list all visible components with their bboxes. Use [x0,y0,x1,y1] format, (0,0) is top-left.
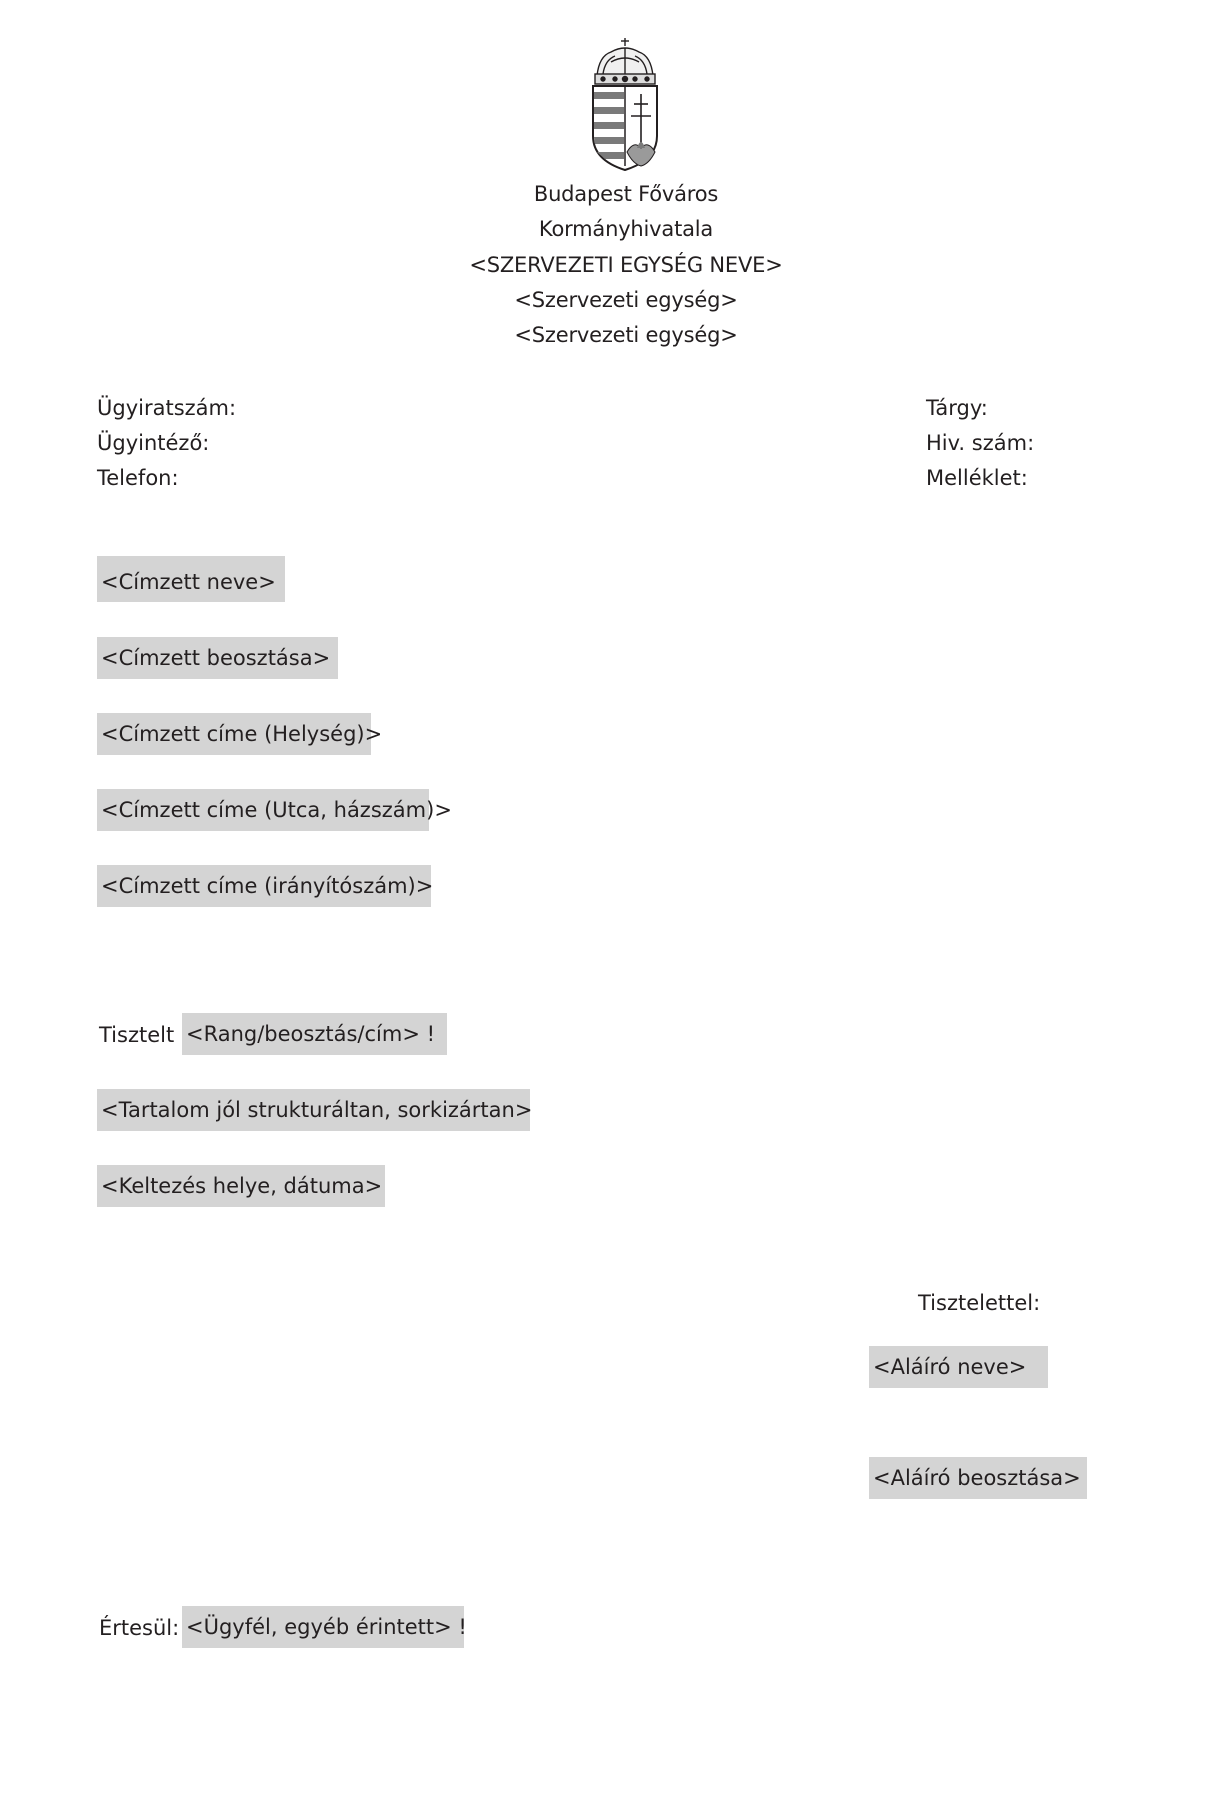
recipient-zip-field[interactable]: <Címzett címe (irányítószám)> [97,865,431,907]
authority-name-line2: Kormányhivatala [538,217,714,241]
signer-name-field[interactable]: <Aláíró neve> [869,1346,1048,1388]
content-field[interactable]: <Tartalom jól strukturáltan, sorkizártan> [97,1089,530,1131]
date-place-field[interactable]: <Keltezés helye, dátuma> [97,1165,385,1207]
case-number-label: Ügyiratszám: [97,396,237,420]
subject-label: Tárgy: [926,396,988,420]
recipient-name-field[interactable]: <Címzett neve> [97,556,285,602]
recipient-street-field[interactable]: <Címzett címe (Utca, házszám)> [97,789,429,831]
organizational-subunit-2: <Szervezeti egység> [514,323,738,347]
closing-regards: Tisztelettel: [918,1291,1041,1315]
hungarian-coat-of-arms-icon [589,36,661,172]
recipient-position-field[interactable]: <Címzett beosztása> [97,637,338,679]
organizational-subunit-1: <Szervezeti egység> [514,288,738,312]
administrator-label: Ügyintéző: [97,431,210,455]
signer-position-field[interactable]: <Aláíró beosztása> [869,1457,1087,1499]
authority-name-line1: Budapest Főváros [533,182,719,206]
salutation-title-field[interactable]: <Rang/beosztás/cím> ! [182,1013,447,1055]
attachment-label: Melléklet: [926,466,1028,490]
salutation-prefix: Tisztelt [99,1023,175,1047]
notify-label: Értesül: [99,1616,180,1640]
phone-label: Telefon: [97,466,179,490]
reference-number-label: Hiv. szám: [926,431,1035,455]
notify-recipient-field[interactable]: <Ügyfél, egyéb érintett> ! [182,1606,464,1648]
recipient-city-field[interactable]: <Címzett címe (Helység)> [97,713,371,755]
organizational-unit-name: <SZERVEZETI EGYSÉG NEVE> [469,253,783,277]
